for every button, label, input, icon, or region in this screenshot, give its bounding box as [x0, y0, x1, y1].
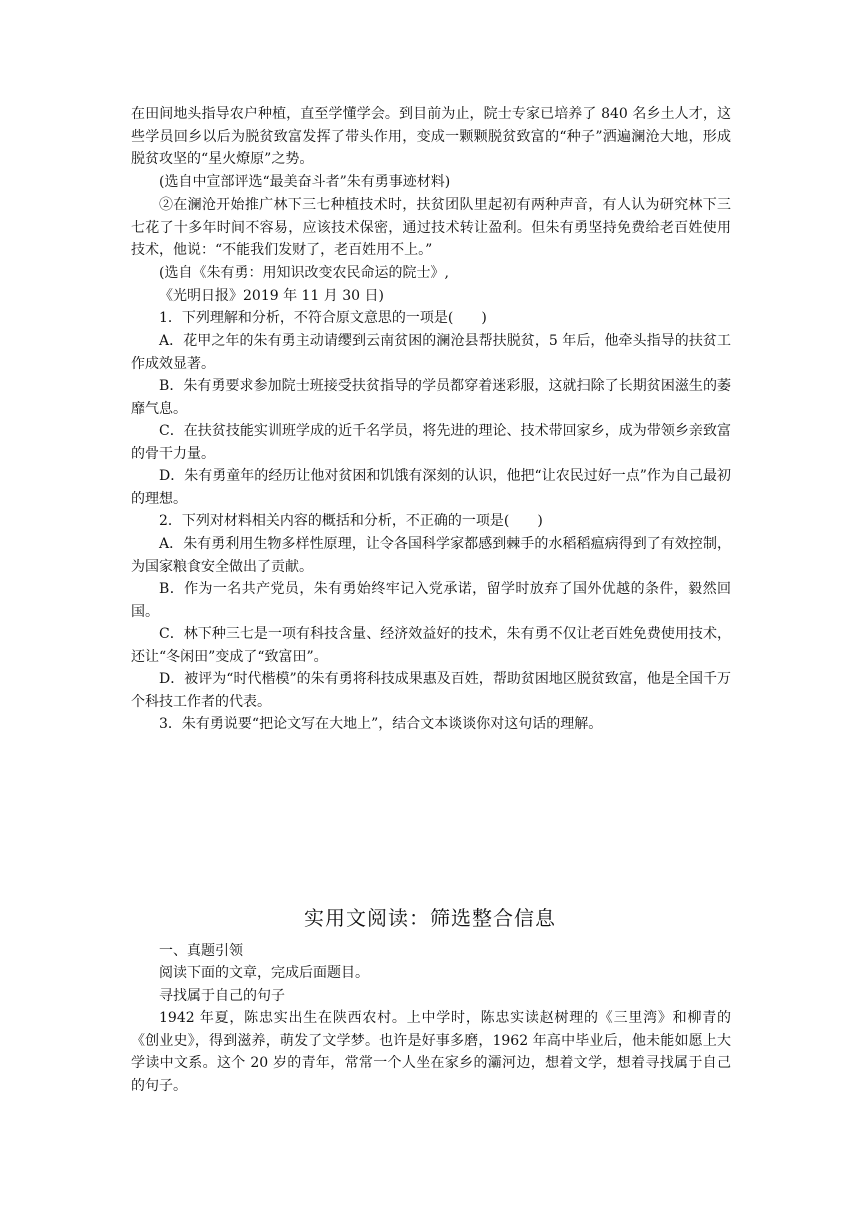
question-2-option-b: B．作为一名共产党员，朱有勇始终牢记入党承诺，留学时放弃了国外优越的条件，毅然回国。 [131, 581, 731, 620]
question-1-option-a: A．花甲之年的朱有勇主动请缨到云南贫困的澜沧县帮扶脱贫，5 年后，他牵头指导的扶贫工作成效显著。 [131, 333, 731, 372]
question-2-option-c: C．林下种三七是一项有科技含量、经济效益好的技术，朱有勇不仅让老百姓免费使用技术，还让“冬闲田”变成了“致富田”。 [131, 626, 731, 665]
question-2-stem: 2．下列对材料相关内容的概括和分析，不正确的一项是( ) [159, 513, 543, 529]
reading-instruction: 阅读下面的文章，完成后面题目。 [159, 965, 369, 981]
article-title: 寻找属于自己的句子 [159, 988, 285, 1004]
question-1-option-b: B．朱有勇要求参加院士班接受扶贫指导的学员都穿着迷彩服，这就扫除了长期贫困滋生的萎靡气息。 [131, 378, 731, 417]
section-heading: 一、真题引领 [159, 943, 243, 959]
question-3-stem: 3．朱有勇说要“把论文写在大地上”，结合文本谈谈你对这句话的理解。 [159, 716, 603, 732]
question-2-option-a: A．朱有勇利用生物多样性原理，让令各国科学家都感到棘手的水稻稻瘟病得到了有效控制，为国家粮食安全做出了贡献。 [131, 536, 731, 575]
question-1-stem: 1．下列理解和分析，不符合原文意思的一项是( ) [159, 310, 487, 326]
article-body: 1942 年夏，陈忠实出生在陕西农村。上中学时，陈忠实读赵树理的《三里湾》和柳青的《创业史》，得到滋养，萌发了文学梦。也许是好事多磨，1962 年高中毕业后，他未能如愿上大学读中文系。这个 20 岁的青年，常常一个人坐在家乡的灞河边，想着文学，想着寻找属于自己的句子。 [131, 1010, 731, 1094]
source-note-2-line-2: 《光明日报》2019 年 11 月 30 日) [159, 288, 384, 304]
question-2-option-d: D．被评为“时代楷模”的朱有勇将科技成果惠及百姓，帮助贫困地区脱贫致富，他是全国千万个科技工作者的代表。 [131, 671, 731, 710]
source-note-2-line-1: (选自《朱有勇：用知识改变农民命运的院士》, [159, 265, 449, 281]
material-2-paragraph: ②在澜沧开始推广林下三七种植技术时，扶贫团队里起初有两种声音，有人认为研究林下三七花了十多年时间不容易，应该技术保密，通过技术转让盈利。但朱有勇坚持免费给老百姓使用技术，他说：“不能我们发财了，老百姓用不上。” [131, 197, 731, 258]
question-1-option-d: D．朱有勇童年的经历让他对贫困和饥饿有深刻的认识，他把“让农民过好一点”作为自己最初的理想。 [131, 468, 731, 507]
source-note-1: (选自中宣部评选“最美奋斗者”朱有勇事迹材料) [159, 174, 451, 190]
section-title: 实用文阅读：筛选整合信息 [304, 906, 556, 930]
question-1-option-c: C．在扶贫技能实训班学成的近千名学员，将先进的理论、技术带回家乡，成为带领乡亲致富的骨干力量。 [131, 423, 731, 462]
intro-paragraph: 在田间地头指导农户种植，直至学懂学会。到目前为止，院士专家已培养了 840 名乡土人才，这些学员回乡以后为脱贫致富发挥了带头作用，变成一颗颗脱贫致富的“种子”洒遍澜沧大地，形成脱贫攻坚的“星火燎原”之势。 [131, 106, 731, 167]
